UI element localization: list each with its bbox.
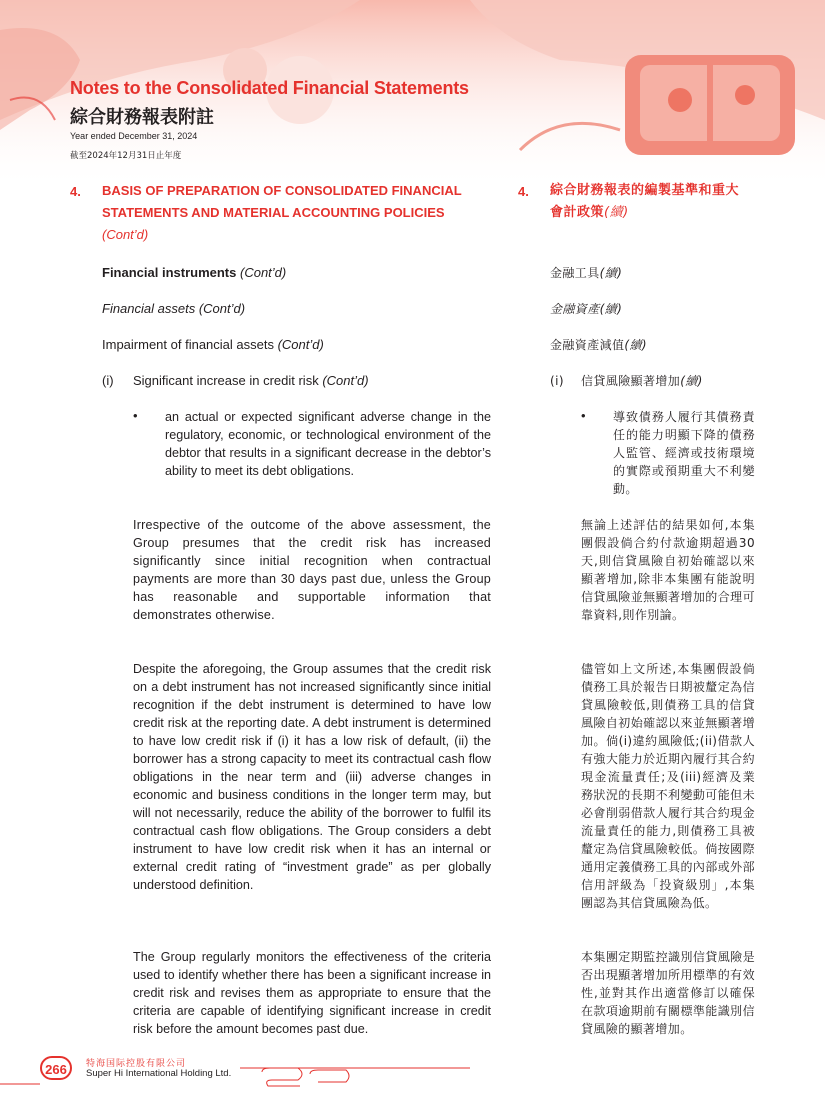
subheading-impairment-zh bbox=[550, 336, 647, 354]
page-number: 266 bbox=[40, 1056, 72, 1080]
section-number: 4. bbox=[70, 184, 81, 199]
bullet-text: an actual or expected significant adverse change in the regulatory, economic, or technological environment of the debtor that results in a significant decrease in the debtor’s ability to meet its debt obligations. bbox=[165, 410, 491, 478]
section-number-zh: 4. bbox=[518, 184, 529, 199]
paragraph-1-zh: 無論上述評估的結果如何,本集團假設倘合約付款逾期超過30天,則信貸風險自初始確認以來顯著增加,除非本集團有能說明信貸風險並無顯著增加的合理可靠資料,則作別論。 bbox=[581, 518, 755, 622]
section-title bbox=[102, 180, 502, 246]
subheading-zh-cont: (續) bbox=[599, 266, 623, 280]
company-name-zh: 特海国际控股有限公司 bbox=[86, 1059, 187, 1069]
company-name: Super Hi International Holding Ltd. bbox=[86, 1068, 232, 1079]
section-title-line: STATEMENTS AND MATERIAL ACCOUNTING POLICIES bbox=[102, 205, 445, 220]
subheading-text: Impairment of financial assets bbox=[102, 337, 274, 352]
section-title-zh-line2 bbox=[550, 202, 760, 224]
paragraph-3: The Group regularly monitors the effectiveness of the criteria used to identify whether there has been a significant increase in credit risk and revises them as appropriate to ensure that the criteria are capable of identifying significant increase in credit risk before the amount becomes past due. bbox=[133, 950, 491, 1036]
footer-decoration bbox=[0, 1064, 480, 1094]
subheading-financial-assets: Financial assets (Cont’d) bbox=[102, 301, 246, 316]
section-title-zh-line: 綜合財務報表的編製基準和重大 bbox=[550, 183, 740, 198]
subheading-cont: (Cont’d) bbox=[277, 337, 324, 352]
page-title-zh: 綜合財務報表附註 bbox=[70, 107, 214, 128]
item-text: Significant increase in credit risk bbox=[133, 373, 319, 388]
item-number: (i) bbox=[102, 373, 114, 388]
section-cont-zh: (續) bbox=[604, 205, 629, 220]
subheading-financial-assets-zh: 金融資產(續) bbox=[550, 302, 623, 316]
paragraph-1: Irrespective of the outcome of the above assessment, the Group presumes that the credit risk has increased significantly since initial recognition when contractual payments are more than 30 days past due, unless the Group has reasonable and supportable information that demonstrates otherwise. bbox=[133, 518, 491, 622]
item-zh-text: 信貸風險顯著增加 bbox=[581, 374, 681, 388]
section-cont: (Cont’d) bbox=[102, 227, 149, 242]
item-heading-zh bbox=[581, 372, 703, 390]
paragraph-2: Despite the aforegoing, the Group assumes that the credit risk on a debt instrument has not increased significantly since initial recognition if the debt instrument is determined to have low credit risk at the reporting date. A debt instrument is determined to have low credit risk if (i) it has a low risk of default, (ii) the borrower has a strong capacity to meet its contractual cash flow obligations in the near term and (iii) adverse changes in economic and business conditions in the longer term may, but will not necessarily, reduce the ability of the borrower to fulfil its contractual cash flow obligations. The Group considers a debt instrument to have low credit risk when it has an internal or external credit rating of “investment grade” as per globally understood definition. bbox=[133, 662, 491, 892]
year-label-zh: 截至2024年12月31日止年度 bbox=[70, 151, 182, 161]
subheading-impairment bbox=[102, 336, 324, 354]
section-title-line: BASIS OF PREPARATION OF CONSOLIDATED FINANCIAL bbox=[102, 183, 462, 198]
year-label: Year ended December 31, 2024 bbox=[70, 131, 198, 141]
section-title-zh-text: 會計政策 bbox=[550, 205, 605, 220]
bullet-marker-zh: • bbox=[581, 408, 586, 423]
subheading-text: Financial instruments bbox=[102, 265, 237, 280]
paragraph-3-zh: 本集團定期監控識別信貸風險是否出現顯著增加所用標準的有效性,並對其作出適當修訂以確保在款項逾期前有關標準能識別信貸風險的顯著增加。 bbox=[581, 950, 755, 1036]
item-heading bbox=[133, 372, 369, 390]
bullet-marker: • bbox=[133, 408, 138, 423]
subheading-zh-text: 金融資產減值 bbox=[550, 338, 625, 352]
hotpot-icon bbox=[625, 55, 795, 155]
subheading-financial-instruments-zh bbox=[550, 264, 622, 282]
section-title-zh bbox=[550, 180, 760, 224]
item-number-zh: (i) bbox=[550, 374, 564, 388]
item-zh-cont: (續) bbox=[680, 374, 703, 388]
page-title: Notes to the Consolidated Financial Statements bbox=[70, 78, 469, 98]
subheading-zh-cont: (續) bbox=[624, 338, 647, 352]
subheading-financial-instruments bbox=[102, 264, 286, 282]
subheading-cont: (Cont’d) bbox=[240, 265, 287, 280]
paragraph-2-zh: 儘管如上文所述,本集團假設倘債務工具於報告日期被釐定為信貸風險較低,則債務工具的信貸風險自初始確認以來並無顯著增加。倘(i)違約風險低;(ii)借款人有強大能力於近期內履行其合約現金流量責任;及(iii)經濟及業務狀況的長期不利變動可能但未必會削弱借款人履行其合約現金流量責任的能力,則債務工具被釐定為信貸風險較低。倘按國際通用定義債務工具的內部或外部信用評級為「投資級別」,本集團認為其信貸風險為低。 bbox=[581, 662, 755, 910]
subheading-zh-text: 金融工具 bbox=[550, 266, 600, 280]
item-cont: (Cont’d) bbox=[322, 373, 369, 388]
bullet-text-zh: 導致債務人履行其債務責任的能力明顯下降的債務人監管、經濟或技術環境的實際或預期重大不利變動。 bbox=[613, 410, 755, 496]
